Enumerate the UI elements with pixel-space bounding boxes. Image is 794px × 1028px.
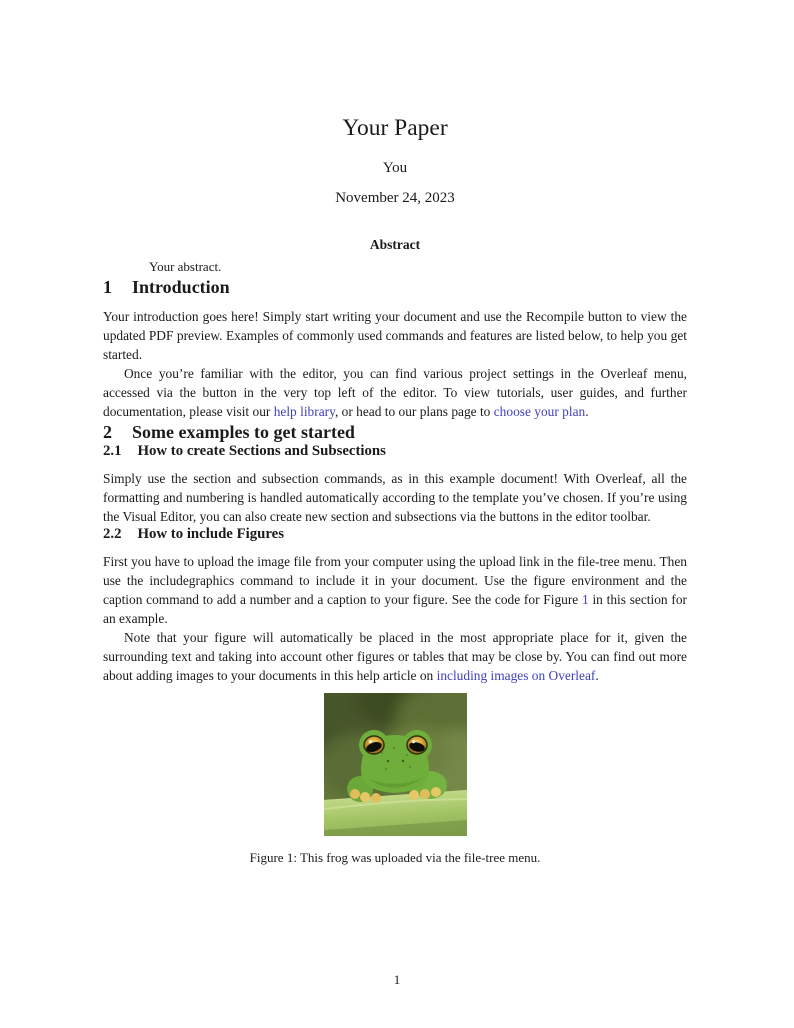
section-2-title: Some examples to get started [132, 422, 355, 442]
abstract-text: Your abstract. [149, 259, 222, 274]
paragraph-text: . [595, 668, 599, 683]
figure-1 [103, 693, 687, 866]
section-1-title: Introduction [132, 277, 230, 297]
section-1-heading [103, 276, 687, 298]
figures-paragraph-2 [103, 628, 687, 685]
help-library-link[interactable]: help library [273, 404, 335, 419]
paper-author: You [382, 160, 408, 176]
paragraph-text: First you have to upload the image file from your computer using the upload link in the file-tree menu. Then use the includegraphics command to include it in your document. Use the figure environment and the caption command to add a number and a caption to your figure. See the code for Figure [103, 554, 687, 607]
abstract-heading: Abstract [369, 237, 421, 252]
subsection-2-2-title: How to include Figures [137, 526, 284, 542]
subsection-2-1-heading [103, 443, 687, 460]
paragraph-text: , or head to our plans page to [334, 404, 494, 419]
intro-paragraph-2 [103, 364, 687, 421]
section-2-heading [103, 421, 687, 443]
intro-paragraph-1: Your introduction goes here! Simply start writing your document and use the Recompile button to view the updated PDF preview. Examples of commonly used commands and features are listed below, to help you get started. [103, 309, 687, 362]
frog-photo [324, 693, 467, 836]
subsection-2-1-number: 2.1 [103, 443, 122, 459]
subsection-2-2-heading [103, 526, 687, 543]
subsection-2-2-number: 2.2 [103, 526, 122, 542]
section-1-number: 1 [103, 277, 112, 297]
paragraph-text: Note that your figure will automatically be placed in the most appropriate place for it, given the surrounding text and taking into account other figures or tables that may be close by. You can find out more about adding images to your documents in this help article on [103, 630, 687, 683]
subsection-2-1-title: How to create Sections and Subsections [137, 443, 386, 459]
including-images-on-overleaf-link[interactable]: including images on Overleaf [436, 668, 596, 683]
figures-paragraph-1 [103, 552, 687, 628]
page-number: 1 [393, 972, 401, 987]
page-content [103, 114, 687, 866]
paragraph-text: Once you’re familiar with the editor, you can find various project settings in the Overleaf menu, accessed via the button in the very top left of the editor. To view tutorials, user guides, and further documentation, please visit our [103, 366, 687, 419]
figure-1-ref-link[interactable]: 1 [582, 592, 589, 607]
figure-1-caption: Figure 1: This frog was uploaded via the file-tree menu. [249, 850, 541, 865]
subsection-2-1-paragraph: Simply use the section and subsection commands, as in this example document! With Overleaf, all the formatting and numbering is handled automatically according to the template you’ve chosen. If you’re using the Visual Editor, you can also create new section and subsections via the buttons in the editor toolbar. [103, 471, 687, 524]
choose-your-plan-link[interactable]: choose your plan [493, 404, 586, 419]
section-2-number: 2 [103, 422, 112, 442]
paper-title: Your Paper [342, 115, 448, 141]
paper-date: November 24, 2023 [335, 190, 455, 206]
paragraph-text: . [585, 404, 589, 419]
paragraph-text: in this section for an example. [103, 592, 687, 626]
